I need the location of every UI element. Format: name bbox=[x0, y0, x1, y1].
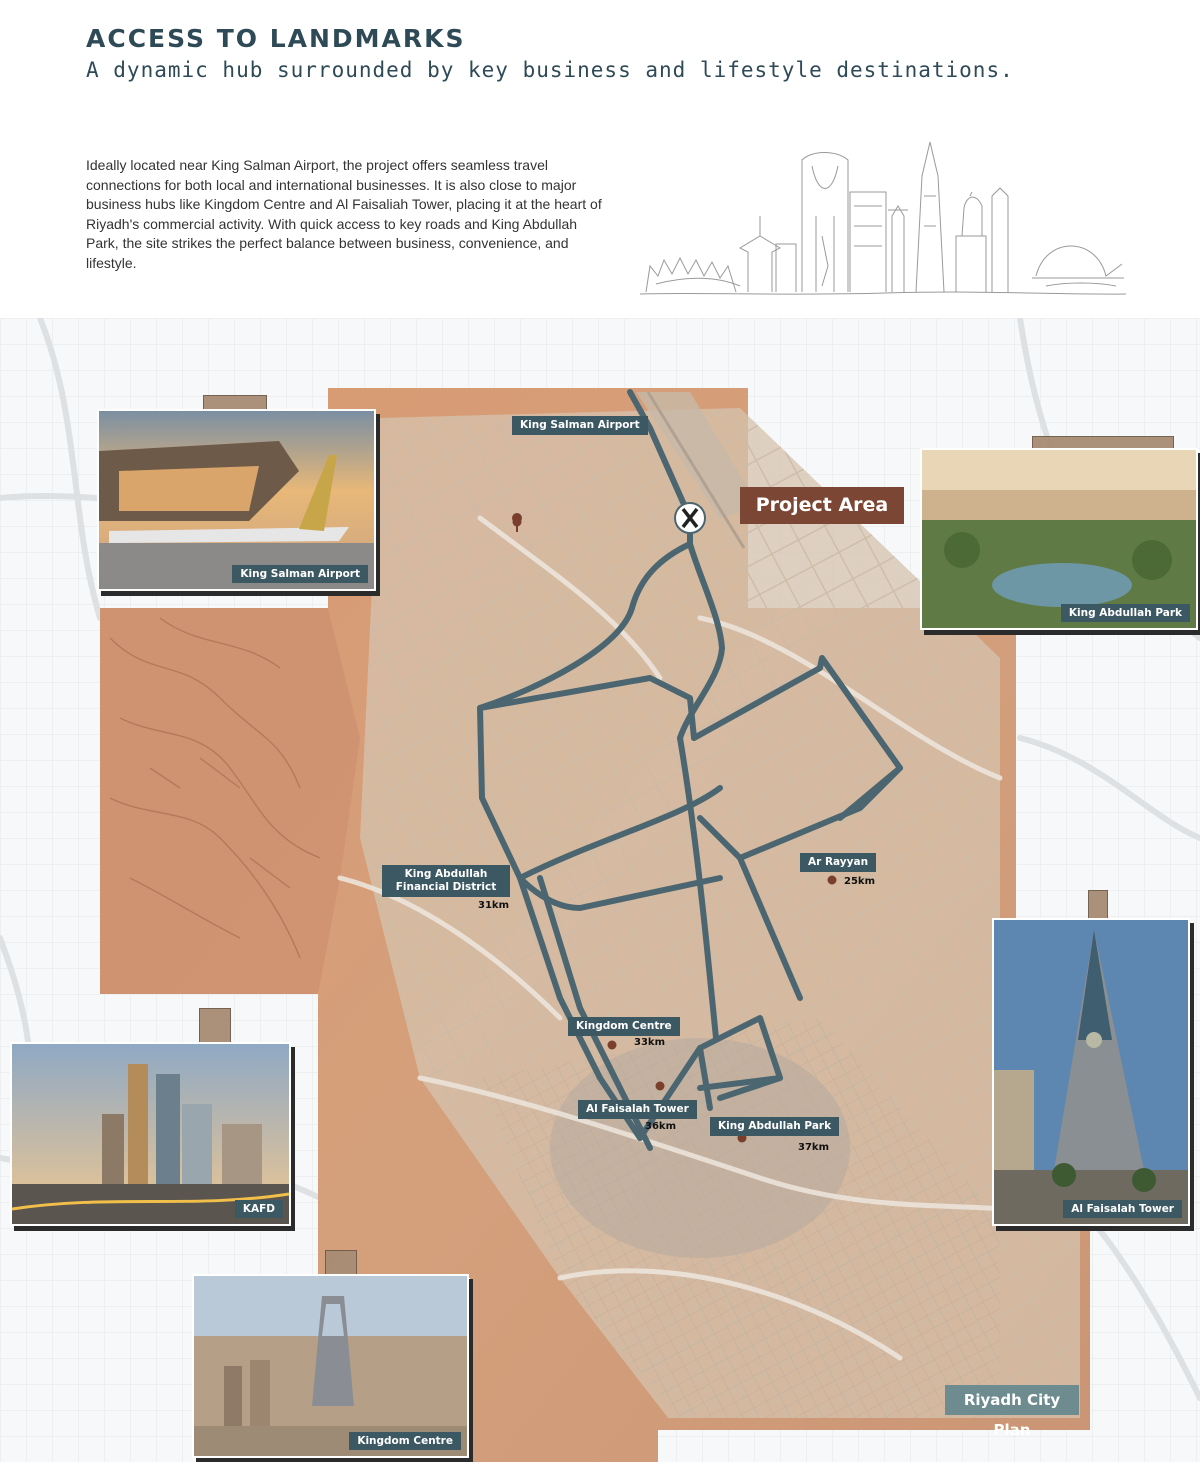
page-title: ACCESS TO LANDMARKS bbox=[86, 24, 466, 53]
label-king-salman-airport: King Salman Airport bbox=[512, 416, 648, 435]
caption-al-faisalah-tower: Al Faisalah Tower bbox=[1063, 1200, 1182, 1218]
project-site-marker bbox=[675, 503, 705, 533]
label-king-abdullah-park: King Abdullah Park bbox=[710, 1117, 839, 1136]
page-subtitle: A dynamic hub surrounded by key business and lifestyle destinations. bbox=[86, 58, 1014, 82]
riyadh-skyline-illustration bbox=[636, 136, 1130, 300]
label-ar-rayyan: Ar Rayyan bbox=[800, 853, 876, 872]
caption-kingdom-centre: Kingdom Centre bbox=[349, 1432, 461, 1450]
label-kafd-line1: King Abdullah bbox=[404, 868, 488, 880]
photo-al-faisalah-tower bbox=[992, 918, 1190, 1226]
distance-al-faisalah-tower: 36km bbox=[645, 1121, 676, 1132]
riyadh-city-plan-badge: Riyadh City Plan bbox=[945, 1385, 1079, 1415]
distance-king-abdullah-park: 37km bbox=[798, 1142, 829, 1153]
caption-king-salman-airport: King Salman Airport bbox=[232, 565, 368, 583]
caption-king-abdullah-park: King Abdullah Park bbox=[1061, 604, 1190, 622]
project-area-badge: Project Area bbox=[740, 487, 904, 524]
label-kafd bbox=[382, 865, 510, 897]
photo-king-abdullah-park bbox=[920, 448, 1198, 630]
photo-kafd bbox=[10, 1042, 291, 1226]
label-kingdom-centre: Kingdom Centre bbox=[568, 1017, 680, 1036]
intro-paragraph: Ideally located near King Salman Airport, the project offers seamless travel connections for both local and international businesses. It is also close to major business hubs like Kingdom Centre and Al Faisaliah Tower, placing it at the heart of Riyadh's commercial activity. With quick access to key roads and King Abdullah Park, the site strikes the perfect balance between business, convenience, and lifestyle. bbox=[86, 157, 602, 271]
label-al-faisalah-tower: Al Faisalah Tower bbox=[578, 1100, 697, 1119]
label-kafd-line2: Financial District bbox=[395, 881, 497, 893]
photo-kingdom-centre bbox=[192, 1274, 469, 1458]
distance-kingdom-centre: 33km bbox=[634, 1037, 665, 1048]
distance-kafd: 31km bbox=[478, 900, 509, 911]
caption-kafd: KAFD bbox=[235, 1200, 283, 1218]
photo-king-salman-airport bbox=[97, 409, 376, 591]
distance-ar-rayyan: 25km bbox=[844, 876, 875, 887]
